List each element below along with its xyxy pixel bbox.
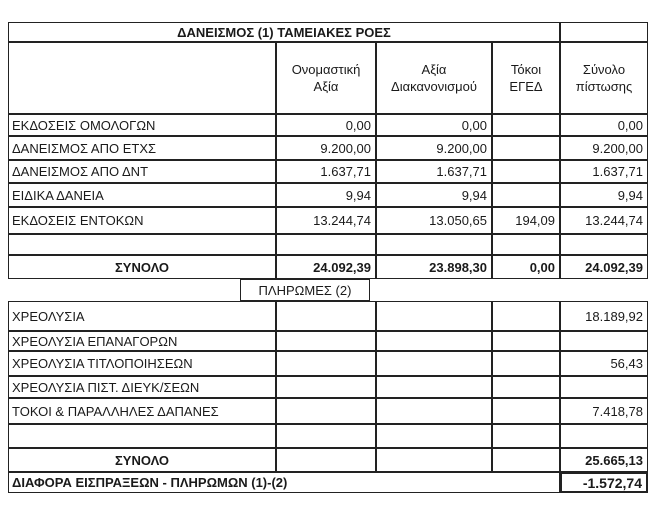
column-header-line1: Σύνολο xyxy=(582,62,626,77)
spacer-row-label xyxy=(8,234,276,255)
spacer-row-settlement xyxy=(376,234,492,255)
inflow-row-label: ΔΑΝΕΙΣΜΟΣ ΑΠΟ ΕΤΧΣ xyxy=(8,136,276,160)
outflow-row-nominal xyxy=(276,301,376,331)
outflow-row-label: ΤΟΚΟΙ & ΠΑΡΑΛΛΗΛΕΣ ΔΑΠΑΝΕΣ xyxy=(8,398,276,424)
header-blank xyxy=(8,42,276,114)
outflow-row-settlement xyxy=(376,351,492,376)
spacer-row-settlement xyxy=(376,424,492,448)
spacer-row-interest xyxy=(492,234,560,255)
outflow-row-total: 56,43 xyxy=(560,351,648,376)
outflow-total-total: 25.665,13 xyxy=(560,448,648,472)
spacer-row-nominal xyxy=(276,234,376,255)
inflow-total-total: 24.092,39 xyxy=(560,255,648,279)
outflow-row-interest xyxy=(492,351,560,376)
inflow-row-settlement: 9,94 xyxy=(376,183,492,207)
inflow-row-interest xyxy=(492,160,560,183)
column-header-line2: Αξία xyxy=(313,79,339,94)
inflow-row-total: 1.637,71 xyxy=(560,160,648,183)
inflow-row-nominal: 9.200,00 xyxy=(276,136,376,160)
inflow-row-nominal: 1.637,71 xyxy=(276,160,376,183)
inflow-row-interest: 194,09 xyxy=(492,207,560,234)
spacer-row-nominal xyxy=(276,424,376,448)
outflow-row-interest xyxy=(492,398,560,424)
column-header xyxy=(560,42,648,114)
column-header-line2: ΕΓΕΔ xyxy=(509,79,543,94)
inflow-row-nominal: 9,94 xyxy=(276,183,376,207)
outflow-total-interest xyxy=(492,448,560,472)
outflow-row-label: ΧΡΕΟΛΥΣΙΑ ΠΙΣΤ. ΔΙΕΥΚ/ΣΕΩΝ xyxy=(8,376,276,398)
inflow-row-settlement: 9.200,00 xyxy=(376,136,492,160)
outflow-total-settlement xyxy=(376,448,492,472)
inflows-title: ΔΑΝΕΙΣΜΟΣ (1) ΤΑΜΕΙΑΚΕΣ ΡΟΕΣ xyxy=(8,22,560,42)
inflow-row-label: ΕΚΔΟΣΕΙΣ ΕΝΤΟΚΩΝ xyxy=(8,207,276,234)
outflow-row-settlement xyxy=(376,331,492,351)
inflow-row-label: ΔΑΝΕΙΣΜΟΣ ΑΠΟ ΔΝΤ xyxy=(8,160,276,183)
inflow-row-total: 0,00 xyxy=(560,114,648,136)
inflow-row-interest xyxy=(492,114,560,136)
difference-label: ΔΙΑΦΟΡΑ ΕΙΣΠΡΑΞΕΩΝ - ΠΛΗΡΩΜΩΝ (1)-(2) xyxy=(8,472,560,493)
column-header-line2: πίστωσης xyxy=(575,79,633,94)
inflow-row-total: 13.244,74 xyxy=(560,207,648,234)
outflow-row-settlement xyxy=(376,301,492,331)
inflow-total-nominal: 24.092,39 xyxy=(276,255,376,279)
inflow-row-total: 9,94 xyxy=(560,183,648,207)
column-header-line2: Διακανονισμού xyxy=(391,79,477,94)
outflow-row-total: 18.189,92 xyxy=(560,301,648,331)
inflow-row-label: ΕΙΔΙΚΑ ΔΑΝΕΙΑ xyxy=(8,183,276,207)
inflow-row-interest xyxy=(492,183,560,207)
inflow-total-label: ΣΥΝΟΛΟ xyxy=(8,255,276,279)
outflow-row-settlement xyxy=(376,376,492,398)
outflow-row-label: ΧΡΕΟΛΥΣΙΑ ΤΙΤΛΟΠΟΙΗΣΕΩΝ xyxy=(8,351,276,376)
outflow-row-settlement xyxy=(376,398,492,424)
column-header xyxy=(276,42,376,114)
column-header xyxy=(376,42,492,114)
outflow-row-total: 7.418,78 xyxy=(560,398,648,424)
spacer-row-total xyxy=(560,424,648,448)
spacer-row-total xyxy=(560,234,648,255)
outflow-row-total xyxy=(560,376,648,398)
outflow-row-nominal xyxy=(276,351,376,376)
column-header-line1: Τόκοι xyxy=(510,62,542,77)
outflow-total-label: ΣΥΝΟΛΟ xyxy=(8,448,276,472)
spacer-row-label xyxy=(8,424,276,448)
inflow-row-settlement: 0,00 xyxy=(376,114,492,136)
inflow-row-settlement: 13.050,65 xyxy=(376,207,492,234)
outflow-row-interest xyxy=(492,331,560,351)
outflow-total-nominal xyxy=(276,448,376,472)
inflow-row-interest xyxy=(492,136,560,160)
outflow-row-total xyxy=(560,331,648,351)
outflow-row-nominal xyxy=(276,398,376,424)
outflow-row-interest xyxy=(492,301,560,331)
outflow-row-label: ΧΡΕΟΛΥΣΙΑ ΕΠΑΝΑΓΟΡΩΝ xyxy=(8,331,276,351)
spacer-row-interest xyxy=(492,424,560,448)
outflow-row-label: ΧΡΕΟΛΥΣΙΑ xyxy=(8,301,276,331)
inflow-row-nominal: 0,00 xyxy=(276,114,376,136)
inflow-row-total: 9.200,00 xyxy=(560,136,648,160)
column-header-line1: Αξία xyxy=(421,62,447,77)
inflow-row-nominal: 13.244,74 xyxy=(276,207,376,234)
inflow-total-settlement: 23.898,30 xyxy=(376,255,492,279)
header-corner xyxy=(560,22,648,42)
inflow-row-settlement: 1.637,71 xyxy=(376,160,492,183)
outflow-row-interest xyxy=(492,376,560,398)
outflow-row-nominal xyxy=(276,376,376,398)
outflow-row-nominal xyxy=(276,331,376,351)
payments-title: ΠΛΗΡΩΜΕΣ (2) xyxy=(240,279,370,301)
column-header xyxy=(492,42,560,114)
inflow-row-label: ΕΚΔΟΣΕΙΣ ΟΜΟΛΟΓΩΝ xyxy=(8,114,276,136)
difference-total: -1.572,74 xyxy=(560,472,648,493)
inflow-total-interest: 0,00 xyxy=(492,255,560,279)
payments-title-left xyxy=(8,279,240,301)
column-header-line1: Ονομαστική xyxy=(291,62,361,77)
